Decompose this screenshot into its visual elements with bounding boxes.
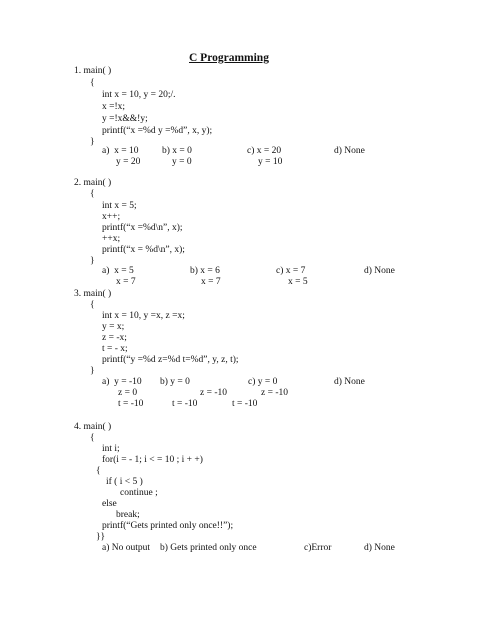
q3-option-a-line2: z = 0 — [118, 388, 138, 398]
q4-code-line: if ( i < 5 ) — [106, 477, 143, 487]
q3-option-b-line2: z = -10 — [200, 388, 227, 398]
q2-code-line: printf(“x = %d\n”, x); — [102, 245, 185, 255]
q1-option-b: b) x = 0 — [162, 146, 192, 156]
q1-option-c: c) x = 20 — [247, 146, 282, 156]
q3-option-a: a) y = -10 — [102, 377, 142, 387]
q4-code-line: for(i = - 1; i < = 10 ; i + +) — [102, 455, 203, 465]
q2-option-a-line2: x = 7 — [116, 277, 136, 287]
q4-option-b: b) Gets printed only once — [160, 543, 257, 553]
q3-code-line: int x = 10, y =x, z =x; — [102, 311, 185, 321]
q4-code-line: else — [102, 499, 117, 509]
q3-close-brace: } — [90, 366, 95, 376]
q1-code-line: printf(“x =%d y =%d”, x, y); — [102, 126, 213, 136]
q2-code-line: printf(“x =%d\n”, x); — [102, 223, 183, 233]
q3-option-c: c) y = 0 — [248, 377, 278, 387]
q3-code-line: t = - x; — [102, 344, 128, 354]
q3-code-line: z = -x; — [102, 333, 127, 343]
q1-option-a: a) x = 10 — [102, 146, 139, 156]
q1-option-b-line2: y = 0 — [172, 157, 192, 167]
q1-code-line: y =!x&&!y; — [102, 114, 148, 124]
q4-option-a: a) No output — [102, 543, 151, 553]
q1-option-d: d) None — [334, 146, 365, 156]
q3-code-line: printf(“y =%d z=%d t=%d”, y, z, t); — [102, 355, 239, 365]
q2-code-line: ++x; — [102, 234, 121, 244]
q2-code-line: int x = 5; — [102, 201, 137, 211]
q2-code-line: x++; — [102, 212, 121, 222]
q2-option-d: d) None — [364, 266, 395, 276]
q2-option-c: c) x = 7 — [276, 266, 306, 276]
q4-code-line: printf(“Gets printed only once!!”); — [102, 521, 234, 531]
q4-open-brace: { — [90, 433, 95, 443]
q4-close-brace: }} — [96, 532, 106, 542]
q1-header: 1. main( ) — [74, 66, 112, 76]
q1-option-c-line2: y = 10 — [258, 157, 283, 167]
q3-option-a-line3: t = -10 — [118, 399, 144, 409]
q4-option-c: c)Error — [304, 543, 332, 553]
q2-open-brace: { — [90, 189, 95, 199]
q1-code-line: x =!x; — [102, 102, 126, 112]
q3-header: 3. main( ) — [74, 289, 112, 299]
q3-code-line: y = x; — [102, 322, 125, 332]
q1-open-brace: { — [90, 78, 95, 88]
q3-option-b: b) y = 0 — [160, 377, 190, 387]
q3-option-b-line3: t = -10 — [172, 399, 198, 409]
page-title: C Programming — [189, 52, 269, 64]
q4-header: 4. main( ) — [74, 422, 112, 432]
q4-option-d: d) None — [364, 543, 395, 553]
q3-option-c-line2: z = -10 — [261, 388, 288, 398]
q2-header: 2. main( ) — [74, 178, 112, 188]
q3-option-d: d) None — [334, 377, 365, 387]
q2-option-a: a) x = 5 — [102, 266, 134, 276]
q1-close-brace: } — [90, 137, 95, 147]
q3-option-c-line3: t = -10 — [232, 399, 258, 409]
q4-code-line: continue ; — [120, 488, 158, 498]
q2-close-brace: } — [90, 256, 95, 266]
q1-code-line: int x = 10, y = 20;/. — [102, 90, 176, 100]
q2-option-c-line2: x = 5 — [288, 277, 308, 287]
q2-option-b: b) x = 6 — [190, 266, 220, 276]
q4-loop-open-brace: { — [96, 466, 101, 476]
q4-code-line: int i; — [102, 444, 120, 454]
q3-open-brace: { — [90, 300, 95, 310]
q2-option-b-line2: x = 7 — [201, 277, 221, 287]
q4-code-line: break; — [116, 510, 140, 520]
q1-option-a-line2: y = 20 — [116, 157, 141, 167]
